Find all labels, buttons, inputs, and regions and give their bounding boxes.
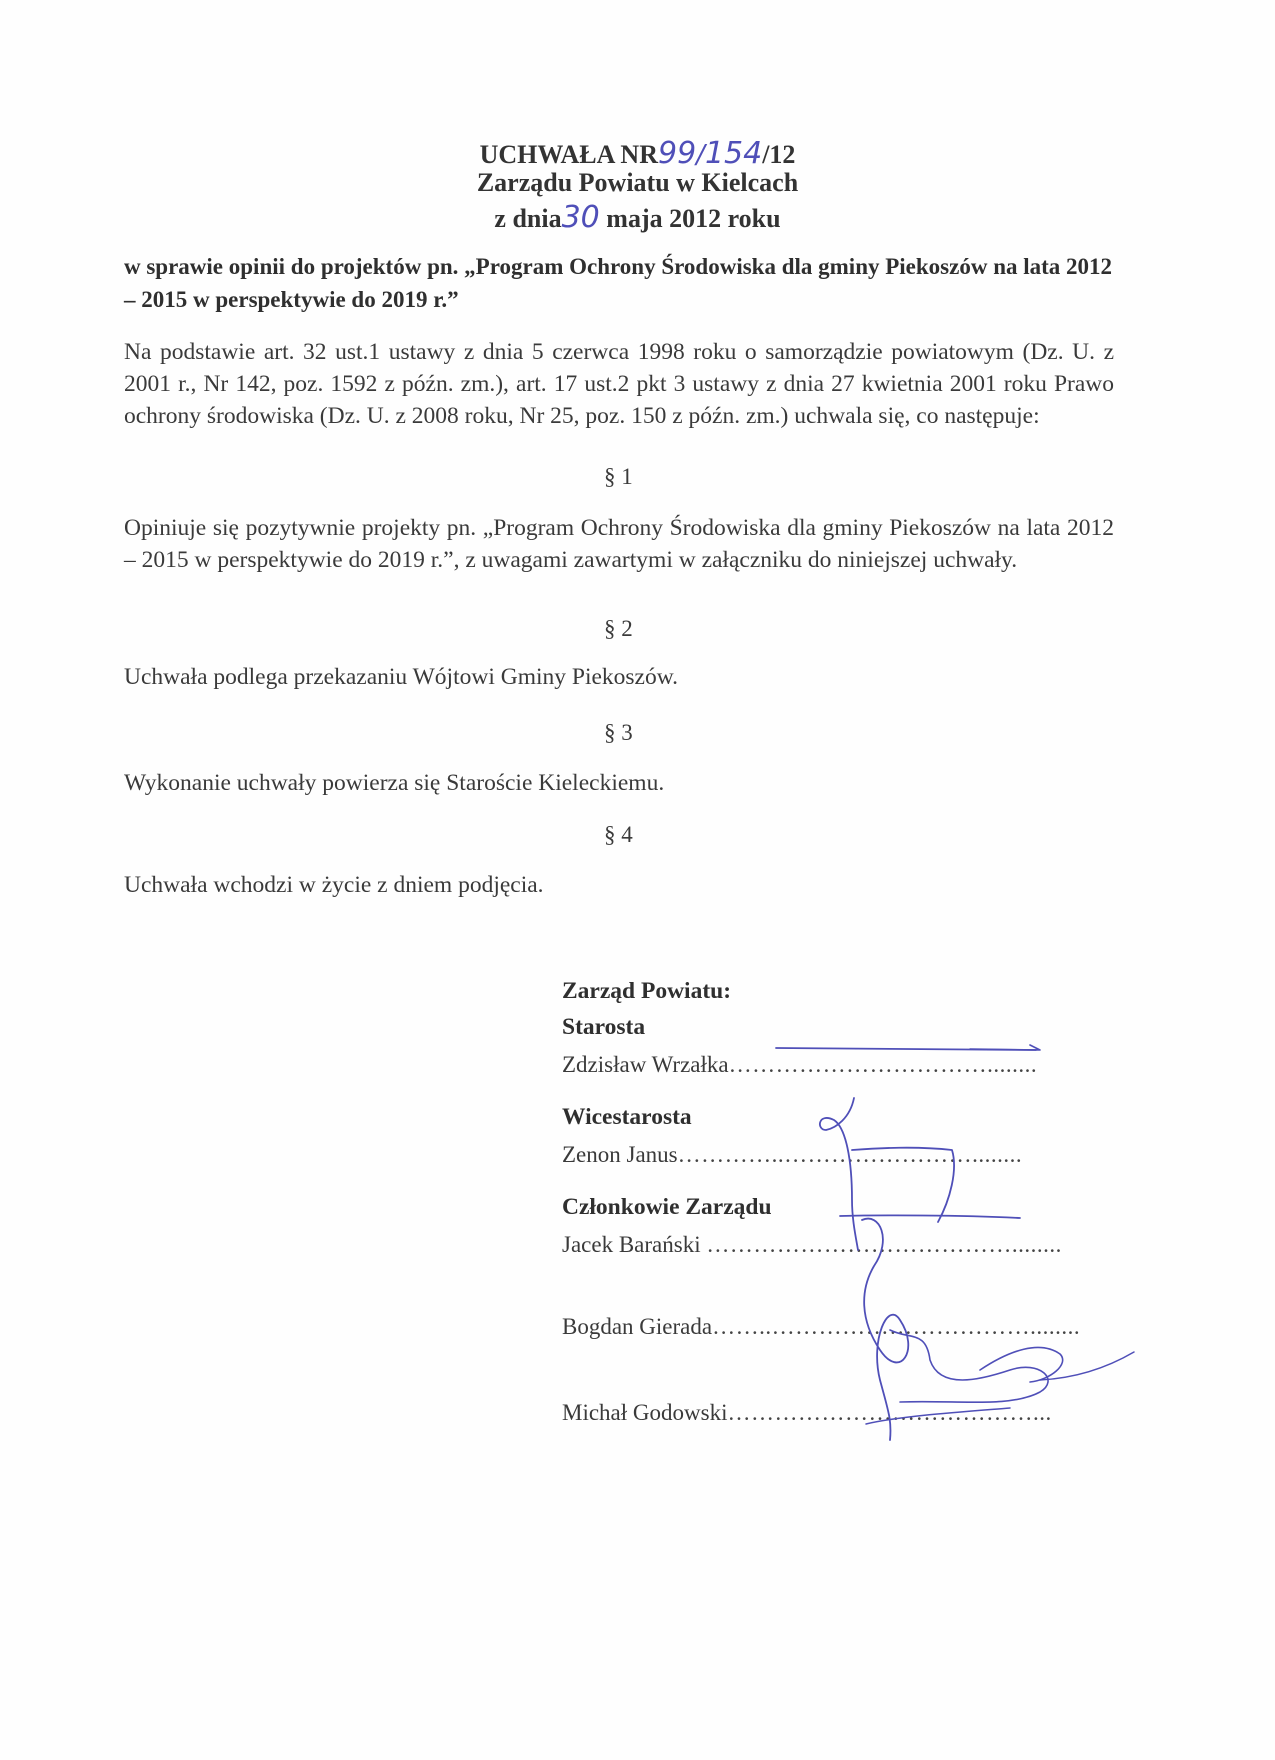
- member-name: Jacek Barański: [562, 1232, 701, 1257]
- member-name: Michał Godowski: [562, 1400, 728, 1425]
- date-suffix: maja 2012 roku: [606, 204, 781, 233]
- section-1-text: Opiniuje się pozytywnie projekty pn. „Program Ochrony Środowiska dla gminy Piekoszów na lata 2012 – 2015 w perspektywie do 2019 r.”, z uwagami zawartymi w załączniku do niniejszej uchwały.: [124, 515, 1114, 573]
- handwritten-number-1: 99: [657, 136, 697, 171]
- dotted-line: …………………………………........: [706, 1232, 1062, 1257]
- issuing-body: Zarządu Powiatu w Kielcach: [476, 168, 799, 197]
- dotted-line: ……..……………………………........: [712, 1314, 1081, 1339]
- signature-line-member-3: [562, 1400, 1052, 1426]
- handwritten-day: 30: [561, 200, 600, 235]
- section-4-text: Uchwała wchodzi w życie z dniem podjęcia.: [124, 872, 544, 898]
- resolution-number-suffix: /12: [762, 140, 796, 169]
- number-separator: /: [696, 140, 705, 170]
- signature-line-starosta: [562, 1052, 1037, 1078]
- preamble: Na podstawie art. 32 ust.1 ustawy z dnia 5 czerwca 1998 roku o samorządzie powiatowym (Dz. U. z 2001 r., Nr 142, poz. 1592 z późn. zm.), art. 17 ust.2 pkt 3 ustawy z dnia 27 kwietnia 2001 roku Prawo ochrony środowiska (Dz. U. z 2008 roku, Nr 25, poz. 150 z późn. zm.) uchwala się, co następuje:: [124, 339, 1114, 429]
- resolution-subject: w sprawie opinii do projektów pn. „Program Ochrony Środowiska dla gminy Piekoszów na lata 2012 – 2015 w perspektywie do 2019 r.”: [124, 254, 1113, 312]
- wicestarosta-label: Wicestarosta: [562, 1104, 692, 1130]
- section-3-mark: § 3: [604, 720, 633, 745]
- signature-line-member-1: [562, 1232, 1062, 1258]
- dotted-line: …………………………………...: [727, 1400, 1052, 1425]
- resolution-date: [0, 200, 1275, 235]
- section-2-mark: § 2: [604, 616, 633, 641]
- dotted-line: …………..……………………........: [677, 1142, 1023, 1167]
- resolution-number: [0, 136, 1275, 171]
- board-heading: Zarząd Powiatu:: [562, 978, 732, 1004]
- section-4-mark: § 4: [604, 822, 633, 847]
- section-2-text: Uchwała podlega przekazaniu Wójtowi Gminy Piekoszów.: [124, 664, 679, 690]
- wicestarosta-name: Zenon Janus: [562, 1142, 678, 1167]
- dotted-line: ……………………………........: [728, 1052, 1038, 1077]
- member-name: Bogdan Gierada: [562, 1314, 713, 1339]
- date-prefix: z dnia: [494, 204, 562, 233]
- signature-line-wicestarosta: [562, 1142, 1022, 1168]
- section-3-text: Wykonanie uchwały powierza się Staroście Kieleckiemu.: [124, 770, 665, 796]
- resolution-number-prefix: UCHWAŁA NR: [479, 140, 658, 169]
- signature-line-member-2: [562, 1314, 1080, 1340]
- members-label: Członkowie Zarządu: [562, 1194, 772, 1220]
- handwritten-number-2: 154: [704, 136, 763, 171]
- starosta-name: Zdzisław Wrzałka: [562, 1052, 729, 1077]
- section-1-mark: § 1: [604, 464, 633, 489]
- starosta-label: Starosta: [562, 1014, 646, 1040]
